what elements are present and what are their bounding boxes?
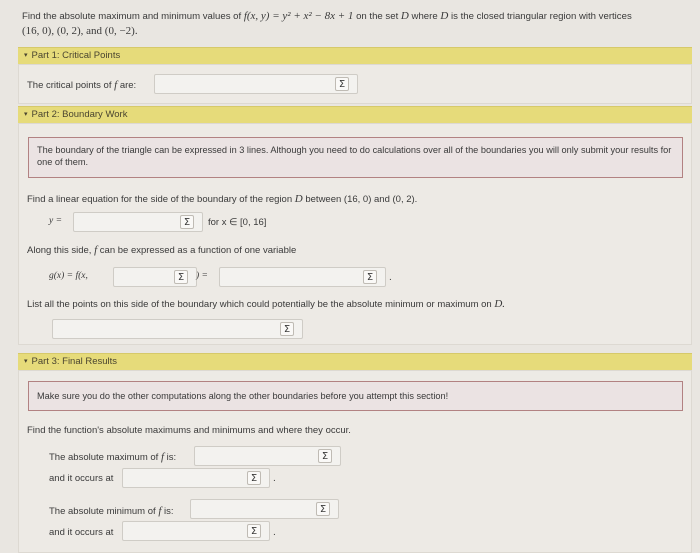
part1-header[interactable]: ▾ Part 1: Critical Points xyxy=(18,47,692,64)
final-notice: Make sure you do the other computations along the other boundaries before you attempt this section! xyxy=(28,381,683,411)
collapse-triangle-icon: ▾ xyxy=(24,52,28,59)
problem-statement: Find the absolute maximum and minimum values of f(x, y) = y² + x² − 8x + 1 on the set D where D is the closed triangular region with vertices (16, 0), (0, 2), and (0, −2). xyxy=(22,10,632,37)
candidate-points-input[interactable] xyxy=(52,319,303,339)
abs-max-location-input[interactable] xyxy=(122,468,270,488)
vertices-text: (16, 0), (0, 2), and (0, −2). xyxy=(22,25,138,37)
collapse-triangle-icon: ▾ xyxy=(24,358,28,365)
sigma-icon[interactable]: Σ xyxy=(318,449,332,463)
linear-equation-input[interactable] xyxy=(73,212,203,232)
along-side-text: Along this side, f can be expressed as a function of one variable xyxy=(27,244,297,256)
sigma-icon[interactable]: Σ xyxy=(180,215,194,229)
abs-max-input[interactable] xyxy=(194,446,341,466)
abs-min-label: The absolute minimum of f is: xyxy=(49,505,174,517)
function-expression: f(x, y) = y² + x² − 8x + 1 xyxy=(243,10,354,22)
g-function-label: g(x) = f(x, xyxy=(49,271,88,281)
linear-equation-prompt: Find a linear equation for the side of the boundary of the region D between (16, 0) and (0, 2). xyxy=(27,193,418,205)
part2-header[interactable]: ▾ Part 2: Boundary Work xyxy=(18,106,692,123)
candidate-points-prompt: List all the points on this side of the boundary which could potentially be the absolute minimum or maximum on D. xyxy=(27,298,506,310)
sigma-icon[interactable]: Σ xyxy=(174,270,188,284)
find-extrema-text: Find the function's absolute maximums and minimums and where they occur. xyxy=(27,425,351,436)
boundary-notice: The boundary of the triangle can be expressed in 3 lines. Although you need to do calculations over all of the boundaries you will only submit your results for one of them. xyxy=(28,137,683,178)
sigma-icon[interactable]: Σ xyxy=(335,77,349,91)
abs-min-location-input[interactable] xyxy=(122,521,270,541)
sigma-icon[interactable]: Σ xyxy=(247,471,261,485)
g-expression-input[interactable] xyxy=(219,267,386,287)
part3-header[interactable]: ▾ Part 3: Final Results xyxy=(18,353,692,370)
abs-max-location-label: and it occurs at xyxy=(49,473,114,484)
g-close-paren: ) = xyxy=(196,271,208,281)
sigma-icon[interactable]: Σ xyxy=(363,270,377,284)
collapse-triangle-icon: ▾ xyxy=(24,111,28,118)
domain-text: for x ∈ [0, 16] xyxy=(208,217,267,228)
g-argument-input[interactable] xyxy=(113,267,197,287)
y-equals-label: y = xyxy=(49,216,63,226)
critical-points-input[interactable] xyxy=(154,74,358,94)
critical-points-label: The critical points of f are: xyxy=(27,79,137,91)
sigma-icon[interactable]: Σ xyxy=(316,502,330,516)
abs-max-label: The absolute maximum of f is: xyxy=(49,451,177,463)
abs-min-location-label: and it occurs at xyxy=(49,527,114,538)
abs-min-input[interactable] xyxy=(190,499,339,519)
sigma-icon[interactable]: Σ xyxy=(247,524,261,538)
sigma-icon[interactable]: Σ xyxy=(280,322,294,336)
